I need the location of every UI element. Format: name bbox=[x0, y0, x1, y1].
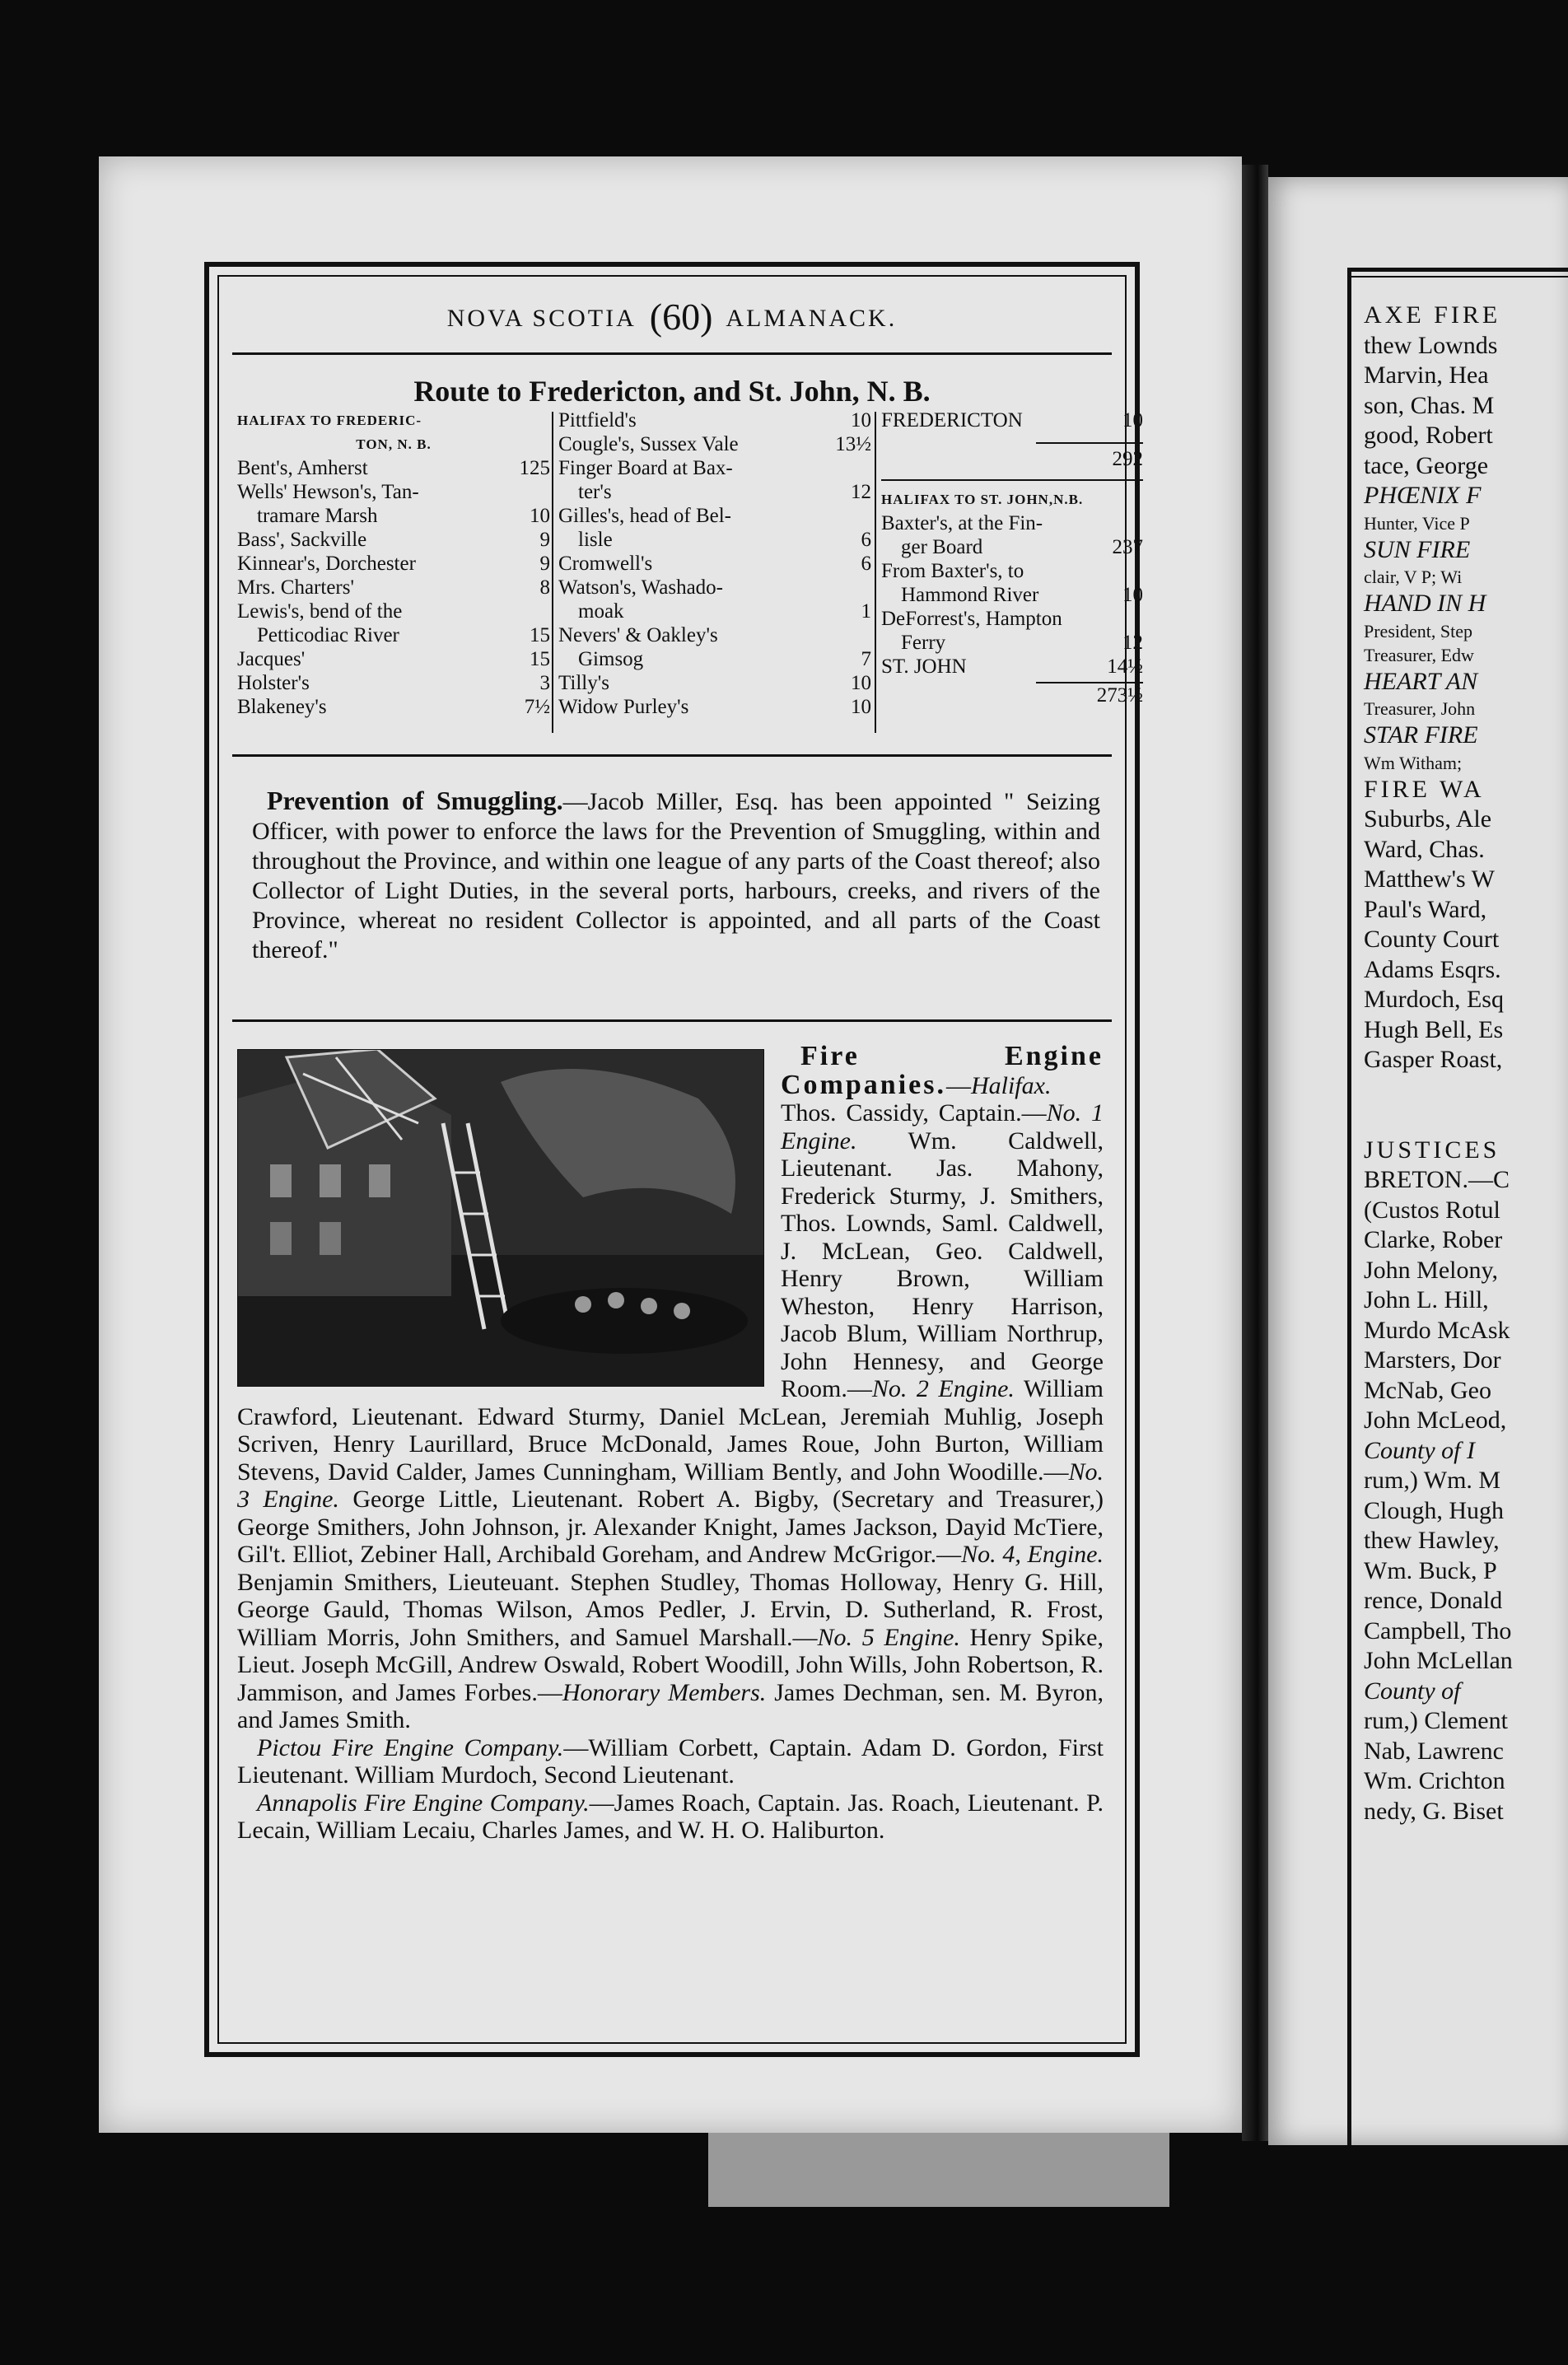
route-row bbox=[558, 528, 871, 552]
route-distance: 1 bbox=[861, 600, 871, 623]
page-frame-inner bbox=[217, 275, 1143, 2044]
route-distance: 13½ bbox=[835, 433, 871, 455]
text-run: No. 5 Engine. bbox=[817, 1623, 960, 1651]
route-rows bbox=[558, 408, 871, 719]
route-distance: 8 bbox=[539, 576, 550, 599]
route-place: From Baxter's, to bbox=[881, 560, 1024, 582]
route-row bbox=[881, 559, 1143, 583]
route-place: Cougle's, Sussex Vale bbox=[558, 433, 739, 455]
smuggling-notice bbox=[252, 786, 1100, 965]
route-row bbox=[237, 599, 550, 623]
route-row bbox=[237, 576, 550, 599]
text-run: Pictou Fire Engine Company. bbox=[257, 1733, 564, 1761]
header-rule bbox=[232, 352, 1112, 355]
right-page-line: Marsters, Dor bbox=[1364, 1346, 1501, 1374]
route-distance bbox=[840, 576, 871, 599]
right-page-line: John L. Hill, bbox=[1364, 1286, 1489, 1313]
text-run: No. 3 Engine. bbox=[237, 1458, 1104, 1513]
right-page-line bbox=[1364, 1075, 1568, 1106]
right-page-line: nedy, G. Biset bbox=[1364, 1797, 1504, 1825]
route-place: FREDERICTON bbox=[881, 409, 1023, 431]
right-page-line: STAR FIRE bbox=[1364, 721, 1478, 749]
route-row bbox=[558, 695, 871, 719]
right-page-line: John McLeod, bbox=[1364, 1406, 1507, 1434]
right-page-line: Matthew's W bbox=[1364, 865, 1495, 893]
route-distance bbox=[840, 623, 871, 647]
right-page-line: Hugh Bell, Es bbox=[1364, 1015, 1504, 1043]
header-left: NOVA SCOTIA bbox=[446, 305, 637, 332]
route-distance: 10 bbox=[1122, 584, 1143, 606]
route-place: Lewis's, bend of the bbox=[237, 600, 403, 623]
route-heading: HALIFAX TO FREDERIC- bbox=[237, 413, 422, 428]
column-divider bbox=[875, 412, 876, 733]
route-place: lisle bbox=[578, 529, 613, 551]
text-run: Honorary Members. bbox=[562, 1678, 767, 1706]
right-page-line: Gasper Roast, bbox=[1364, 1046, 1503, 1073]
right-page-line: BRETON.—C bbox=[1364, 1166, 1510, 1193]
text-run: Halifax. bbox=[970, 1071, 1052, 1099]
page-frame bbox=[204, 262, 1143, 2057]
route-row bbox=[881, 511, 1143, 535]
route-row bbox=[558, 671, 871, 695]
route-place: Wells' Hewson's, Tan- bbox=[237, 481, 419, 503]
route-distance: 7 bbox=[861, 648, 871, 670]
route-distance bbox=[1112, 559, 1143, 583]
route-place: Bent's, Amherst bbox=[237, 457, 368, 479]
route-row bbox=[558, 576, 871, 599]
right-page-line: Hunter, Vice P bbox=[1364, 512, 1470, 534]
right-page-line: John McLellan bbox=[1364, 1647, 1513, 1674]
total-rule bbox=[1036, 442, 1143, 444]
right-page-line: rence, Donald bbox=[1364, 1587, 1503, 1614]
route-row bbox=[558, 480, 871, 504]
right-page-line: good, Robert bbox=[1364, 422, 1493, 449]
right-page-text bbox=[1364, 301, 1568, 1826]
section-rule bbox=[232, 1019, 1112, 1022]
right-page-frame bbox=[1347, 268, 1351, 2145]
right-page-line: rum,) Clement bbox=[1364, 1707, 1508, 1734]
right-page-line: President, Step bbox=[1364, 620, 1472, 641]
route-distance: 12 bbox=[851, 481, 871, 503]
route-place: Blakeney's bbox=[237, 696, 327, 718]
route-column-fredericton-2 bbox=[558, 408, 871, 719]
right-page-line: Suburbs, Ale bbox=[1364, 805, 1492, 833]
route-column-fredericton-1 bbox=[237, 408, 550, 719]
route-place: Mrs. Charters' bbox=[237, 576, 354, 599]
text-run: William Crawford, Lieutenant. Edward Sturmy, Daniel McLean, Jeremiah Muhlig, Joseph Scriven, Henry Laurillard, Bruce McDonald, James Roue, John Burton, William Stevens, David Calder, James Cunningham, William Bently, and John Woodille.— bbox=[237, 1375, 1104, 1486]
route-rows bbox=[237, 456, 550, 719]
route-place: Nevers' & Oakley's bbox=[558, 624, 718, 646]
text-run: Annapolis Fire Engine Company. bbox=[257, 1789, 590, 1817]
route-place: Holster's bbox=[237, 672, 310, 694]
right-page-line: Clough, Hugh bbox=[1364, 1496, 1505, 1524]
route-distance bbox=[519, 480, 550, 504]
fire-paragraph-annapolis bbox=[237, 1789, 1104, 1845]
text-run: No. 2 Engine. bbox=[871, 1375, 1015, 1402]
right-page-line: Ward, Chas. bbox=[1364, 835, 1485, 863]
route-row bbox=[558, 552, 871, 576]
route-distance: 12 bbox=[1122, 632, 1143, 654]
route-row bbox=[237, 456, 550, 480]
right-page-line: Treasurer, Edw bbox=[1364, 644, 1474, 665]
route-place: Tilly's bbox=[558, 672, 609, 694]
right-page-line: Clarke, Rober bbox=[1364, 1226, 1503, 1253]
page-number: (60) bbox=[649, 296, 713, 338]
route-distance: 7½ bbox=[524, 696, 550, 718]
right-page-line: tace, George bbox=[1364, 451, 1489, 479]
right-page-line: Nab, Lawrenc bbox=[1364, 1737, 1504, 1765]
route-row bbox=[558, 647, 871, 671]
text-run: Henry Spike, Lieut. Joseph McGill, Andrew Oswald, Robert Woodill, John Wills, John Robertson, R. Jammison, and James Forbes.— bbox=[237, 1623, 1104, 1706]
route-row bbox=[881, 583, 1143, 607]
right-page-line: AXE FIRE bbox=[1364, 301, 1501, 329]
route-distance: 10 bbox=[851, 696, 871, 718]
route-row bbox=[881, 655, 1143, 679]
right-page-line: County of bbox=[1364, 1677, 1461, 1705]
right-page-line: son, Chas. M bbox=[1364, 391, 1495, 419]
right-page-line: clair, V P; Wi bbox=[1364, 567, 1463, 587]
book-gutter bbox=[1242, 165, 1268, 2141]
route-row bbox=[558, 599, 871, 623]
page-edge bbox=[708, 2133, 1169, 2207]
route-total: 292 bbox=[1112, 448, 1143, 470]
route-row bbox=[237, 552, 550, 576]
right-page-line bbox=[1364, 1105, 1568, 1136]
route-row bbox=[237, 647, 550, 671]
text-run: Thos. Cassidy, Captain.— bbox=[781, 1099, 1047, 1127]
route-distance bbox=[1112, 607, 1143, 631]
text-run: — bbox=[945, 1071, 971, 1099]
header-right: ALMANACK. bbox=[726, 305, 898, 332]
text-run: —William Corbett, Captain. Adam D. Gordon, First Lieutenant. William Murdoch, Second Lieutenant. bbox=[237, 1733, 1104, 1789]
route-distance: 237 bbox=[1112, 536, 1143, 558]
route-place: Kinnear's, Dorchester bbox=[237, 553, 416, 575]
route-place: ger Board bbox=[901, 536, 983, 558]
route-distance bbox=[1112, 511, 1143, 535]
route-place: Finger Board at Bax- bbox=[558, 457, 733, 479]
route-distance bbox=[840, 456, 871, 480]
text-run: James Dechman, sen. M. Byron, and James Smith. bbox=[237, 1678, 1104, 1733]
route-place: Ferry bbox=[901, 632, 946, 654]
right-page-line: County Court bbox=[1364, 926, 1500, 953]
fire-title: Fire Engine Companies. bbox=[781, 1041, 1104, 1100]
route-heading: TON, N. B. bbox=[356, 436, 432, 452]
right-page-line: thew Lownds bbox=[1364, 331, 1498, 359]
route-distance: 15 bbox=[530, 648, 550, 670]
text-run: Wm. Caldwell, Lieutenant. Jas. Mahony, Frederick Sturmy, J. Smithers, Thos. Lownds, Saml. Caldwell, J. McLean, Geo. Caldwell, Henry Brown, William Wheston, Henry Harrison, Jacob Blum, William Northrup, John Hennesy, and George Room.— bbox=[781, 1127, 1104, 1402]
route-place: Hammond River bbox=[901, 584, 1039, 606]
route-row bbox=[237, 528, 550, 552]
route-column-stjohn bbox=[881, 408, 1143, 707]
route-row bbox=[881, 535, 1143, 559]
right-page-line: SUN FIRE bbox=[1364, 535, 1471, 563]
route-place: ST. JOHN bbox=[881, 655, 967, 678]
route-distance: 3 bbox=[539, 672, 550, 694]
route-place: Gilles's, head of Bel- bbox=[558, 505, 732, 527]
right-page-line: HEART AN bbox=[1364, 667, 1478, 695]
right-page-line: rum,) Wm. M bbox=[1364, 1467, 1501, 1494]
right-page-line: HAND IN H bbox=[1364, 590, 1486, 617]
route-place: Baxter's, at the Fin- bbox=[881, 512, 1043, 534]
fire-woodcut-image bbox=[237, 1049, 764, 1387]
route-place: Gimsog bbox=[578, 648, 644, 670]
route-row bbox=[237, 671, 550, 695]
text-run: Benjamin Smithers, Lieuteuant. Stephen Studley, Thomas Holloway, Henry G. Hill, George Gauld, Thomas Wilson, Amos Pedler, J. Ervin, D. Sutherland, R. Frost, William Morris, John Smithers, and Samuel Marshall.— bbox=[237, 1568, 1104, 1651]
route-place: Bass', Sackville bbox=[237, 529, 367, 551]
route-row bbox=[558, 432, 871, 456]
route-row bbox=[558, 623, 871, 647]
right-page-line: JUSTICES bbox=[1364, 1136, 1500, 1164]
right-page-line: Wm Witham; bbox=[1364, 752, 1463, 773]
route-distance: 10 bbox=[530, 505, 550, 527]
right-page-line: Murdoch, Esq bbox=[1364, 986, 1504, 1013]
route-distance: 10 bbox=[851, 672, 871, 694]
route-row bbox=[237, 504, 550, 528]
right-page-line: PHŒNIX F bbox=[1364, 482, 1482, 509]
route-distance bbox=[840, 504, 871, 528]
right-page-line: Adams Esqrs. bbox=[1364, 955, 1501, 983]
right-page-line: thew Hawley, bbox=[1364, 1527, 1500, 1554]
route-place: Jacques' bbox=[237, 648, 306, 670]
route-place: DeForrest's, Hampton bbox=[881, 608, 1062, 630]
right-page-line: Paul's Ward, bbox=[1364, 895, 1487, 923]
route-distance: 9 bbox=[539, 553, 550, 575]
right-page-line: John Melony, bbox=[1364, 1256, 1499, 1284]
route-place: moak bbox=[578, 600, 624, 623]
route-distance: 125 bbox=[519, 457, 550, 479]
route-place: Watson's, Washado- bbox=[558, 576, 723, 599]
right-page-line: (Custos Rotul bbox=[1364, 1196, 1500, 1224]
right-page-line: Wm. Buck, P bbox=[1364, 1556, 1497, 1584]
route-row bbox=[881, 607, 1143, 631]
column-divider bbox=[552, 412, 553, 733]
route-distance: 10 bbox=[1122, 409, 1143, 431]
right-page-line: Campbell, Tho bbox=[1364, 1616, 1512, 1644]
route-place: Pittfield's bbox=[558, 409, 637, 431]
route-row bbox=[558, 456, 871, 480]
right-page-rule bbox=[1347, 268, 1568, 272]
section-rule bbox=[232, 754, 1112, 757]
right-page-line: Marvin, Hea bbox=[1364, 362, 1489, 389]
route-row bbox=[558, 408, 871, 432]
route-row bbox=[237, 480, 550, 504]
route-distance: 9 bbox=[539, 529, 550, 551]
route-row bbox=[237, 623, 550, 647]
route-distance: 6 bbox=[861, 553, 871, 575]
route-distance bbox=[519, 599, 550, 623]
text-run: No. 1 Engine. bbox=[781, 1099, 1104, 1155]
text-run: No. 4, Engine. bbox=[961, 1541, 1104, 1568]
route-row bbox=[881, 631, 1143, 655]
route-title: Route to Fredericton, and St. John, N. B. bbox=[413, 375, 931, 408]
route-heading: HALIFAX TO ST. JOHN,N.B. bbox=[881, 492, 1084, 507]
route-total: 273½ bbox=[1096, 684, 1143, 707]
smuggling-lead: Prevention of Smuggling. bbox=[267, 786, 563, 815]
route-distance: 14½ bbox=[1107, 655, 1143, 678]
running-header bbox=[219, 295, 1125, 338]
route-place: tramare Marsh bbox=[257, 505, 378, 527]
route-distance: 10 bbox=[851, 409, 871, 431]
right-page-line: Treasurer, John bbox=[1364, 698, 1476, 719]
text-run: —James Roach, Captain. Jas. Roach, Lieutenant. P. Lecain, William Lecaiu, Charles James, and W. H. O. Haliburton. bbox=[237, 1789, 1104, 1844]
route-place: ter's bbox=[578, 481, 612, 503]
route-place: Widow Purley's bbox=[558, 696, 689, 718]
fire-paragraph-pictou bbox=[237, 1734, 1104, 1789]
route-row bbox=[237, 695, 550, 719]
route-distance: 6 bbox=[861, 529, 871, 551]
route-distance: 15 bbox=[530, 624, 550, 646]
right-page-line: Murdo McAsk bbox=[1364, 1316, 1510, 1344]
route-row bbox=[881, 408, 1143, 432]
right-page-line: Wm. Crichton bbox=[1364, 1767, 1505, 1794]
smuggling-body: —Jacob Miller, Esq. has been appointed " Seizing Officer, with power to enforce the laws for the Prevention of Smuggling, within and throughout the Province, and within one league of any parts of the Coast thereof; also Collector of Light Duties, in the several ports, harbours, creeks, and rivers of the Province, whereat no resident Collector is appointed, and all parts of the Coast thereof." bbox=[252, 788, 1101, 963]
text-run: George Little, Lieutenant. Robert A. Bigby, (Secretary and Treasurer,) George Smithers, John Johnson, jr. Alexander Knight, James Jackson, Dayid McTiere, Gil't. Elliot, Zebiner Hall, Archibald Goreham, and Andrew McGrigor.— bbox=[237, 1486, 1104, 1568]
section-rule bbox=[881, 479, 1143, 481]
route-row bbox=[558, 504, 871, 528]
right-page-line: McNab, Geo bbox=[1364, 1376, 1491, 1404]
right-page-line: County of I bbox=[1364, 1436, 1475, 1464]
route-rows bbox=[881, 511, 1143, 679]
route-place: Petticodiac River bbox=[257, 624, 399, 646]
right-page-rule bbox=[1347, 276, 1568, 278]
route-place: Cromwell's bbox=[558, 553, 653, 575]
right-page-line: FIRE WA bbox=[1364, 775, 1485, 803]
right-page bbox=[1268, 177, 1568, 2145]
